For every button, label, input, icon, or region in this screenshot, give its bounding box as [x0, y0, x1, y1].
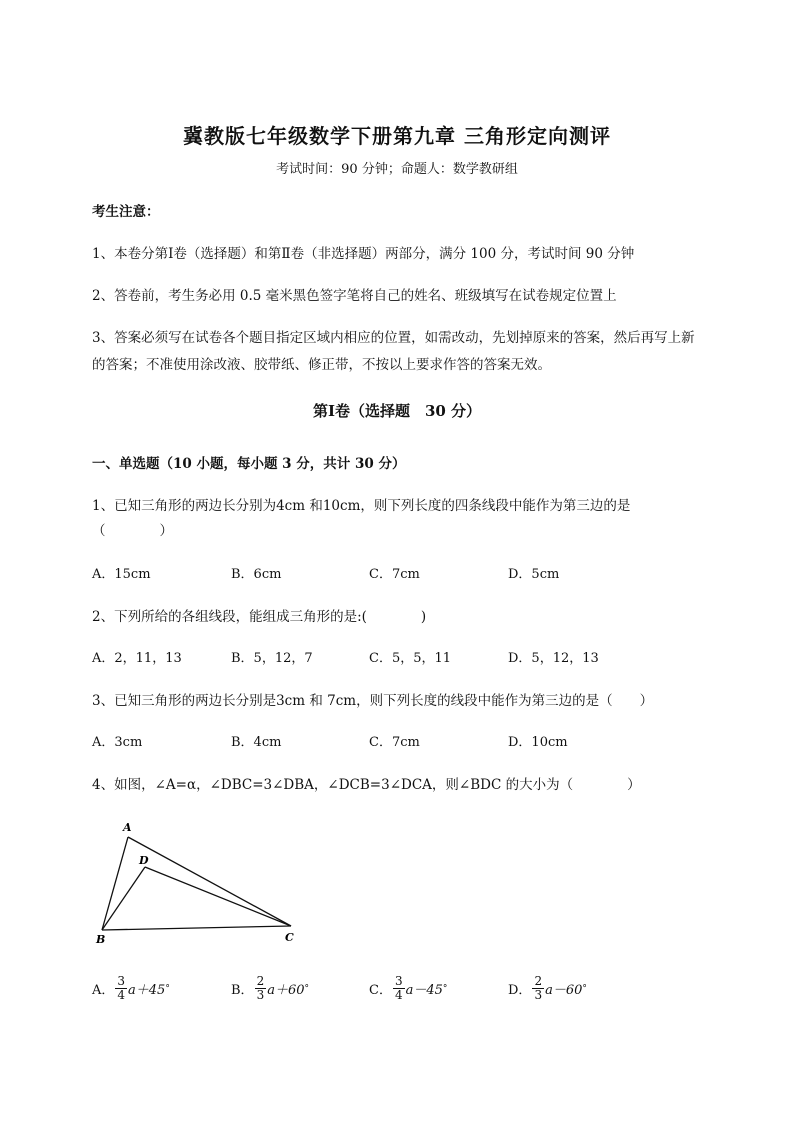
q4-option-d-label: D．: [508, 983, 532, 998]
question-3-stem: 3、已知三角形的两边长分别是3cm 和 7cm，则下列长度的线段中能作为第三边的是（ ）: [92, 693, 654, 709]
q4-option-c-fraction: $\frac{3}{4}$: [394, 974, 403, 1002]
notice-item-2: 2、答卷前，考生务必用 0.5 毫米黑色签字笔将自己的姓名、班级填写在试卷规定位置上: [92, 288, 617, 304]
q4-option-b-fraction: $\frac{2}{3}$: [256, 974, 265, 1002]
notice-item-3: 3、答案必须写在试卷各个题目指定区域内相应的位置，如需改动，先划掉原来的答案，然后再写上新: [92, 330, 695, 346]
q4-option-b-expr: a＋60: [267, 983, 305, 998]
notice-heading: 考生注意：: [92, 204, 160, 220]
notice-item-3-cont: 的答案；不准使用涂改液、胶带纸、修正带，不按以上要求作答的答案无效。: [92, 357, 551, 373]
q4-option-b-label: B．: [231, 983, 254, 998]
question-2-stem: 2、下列所给的各组线段，能组成三角形的是:( ): [92, 609, 427, 625]
q1-option-b: B．6cm: [231, 567, 282, 582]
question-1-blank: （ ）: [92, 523, 173, 539]
q4-option-b: B． $\frac{2}{3}$ a＋60 °: [231, 974, 309, 1002]
document-subtitle: 考试时间：90 分钟；命题人：数学教研组: [276, 162, 518, 177]
q1-option-d: D．5cm: [508, 567, 560, 582]
q3-option-c: C．7cm: [369, 735, 420, 750]
q4-option-a-label: A．: [92, 983, 115, 998]
q2-option-c: C．5，5，11: [369, 651, 452, 666]
q4-option-a-expr: a＋45: [128, 983, 166, 998]
q4-option-d-expr: a－60: [545, 983, 583, 998]
notice-item-1: 1、本卷分第Ⅰ卷（选择题）和第Ⅱ卷（非选择题）两部分，满分 100 分，考试时间 90 分钟: [92, 246, 635, 262]
q4-option-a-fraction: $\frac{3}{4}$: [117, 974, 126, 1002]
question-4-stem: 4、如图，∠A=α，∠DBC=3∠DBA，∠DCB=3∠DCA，则∠BDC 的大小为（ ）: [92, 777, 641, 793]
question-1-stem: 1、已知三角形的两边长分别为4cm 和10cm，则下列长度的四条线段中能作为第三边的是: [92, 498, 631, 514]
q1-option-c: C．7cm: [369, 567, 420, 582]
q3-option-d: D．10cm: [508, 735, 568, 750]
q3-option-b: B．4cm: [231, 735, 282, 750]
q4-option-c: C． $\frac{3}{4}$ a－45 °: [369, 974, 448, 1002]
q4-option-d-fraction: $\frac{2}{3}$: [534, 974, 543, 1002]
q4-option-c-expr: a－45: [405, 983, 443, 998]
q4-option-d: D． $\frac{2}{3}$ a－60 °: [508, 974, 587, 1002]
triangle-figure: [88, 815, 308, 950]
part1-title: 第Ⅰ卷（选择题 30 分）: [312, 402, 482, 420]
section1-title: 一、单选题（10 小题，每小题 3 分，共计 30 分）: [92, 456, 406, 472]
figure-label-c: C: [285, 931, 294, 944]
figure-label-a: A: [123, 821, 132, 834]
figure-label-d: D: [139, 854, 149, 867]
q4-option-a: A． $\frac{3}{4}$ a＋45 °: [92, 974, 170, 1002]
q4-option-c-label: C．: [369, 983, 392, 998]
figure-label-b: B: [96, 933, 106, 946]
q2-option-b: B．5，12，7: [231, 651, 313, 666]
document-title: 冀教版七年级数学下册第九章 三角形定向测评: [183, 124, 611, 148]
q3-option-a: A．3cm: [92, 735, 143, 750]
q2-option-d: D．5，12，13: [508, 651, 599, 666]
q1-option-a: A．15cm: [92, 567, 151, 582]
q2-option-a: A．2，11，13: [92, 651, 182, 666]
